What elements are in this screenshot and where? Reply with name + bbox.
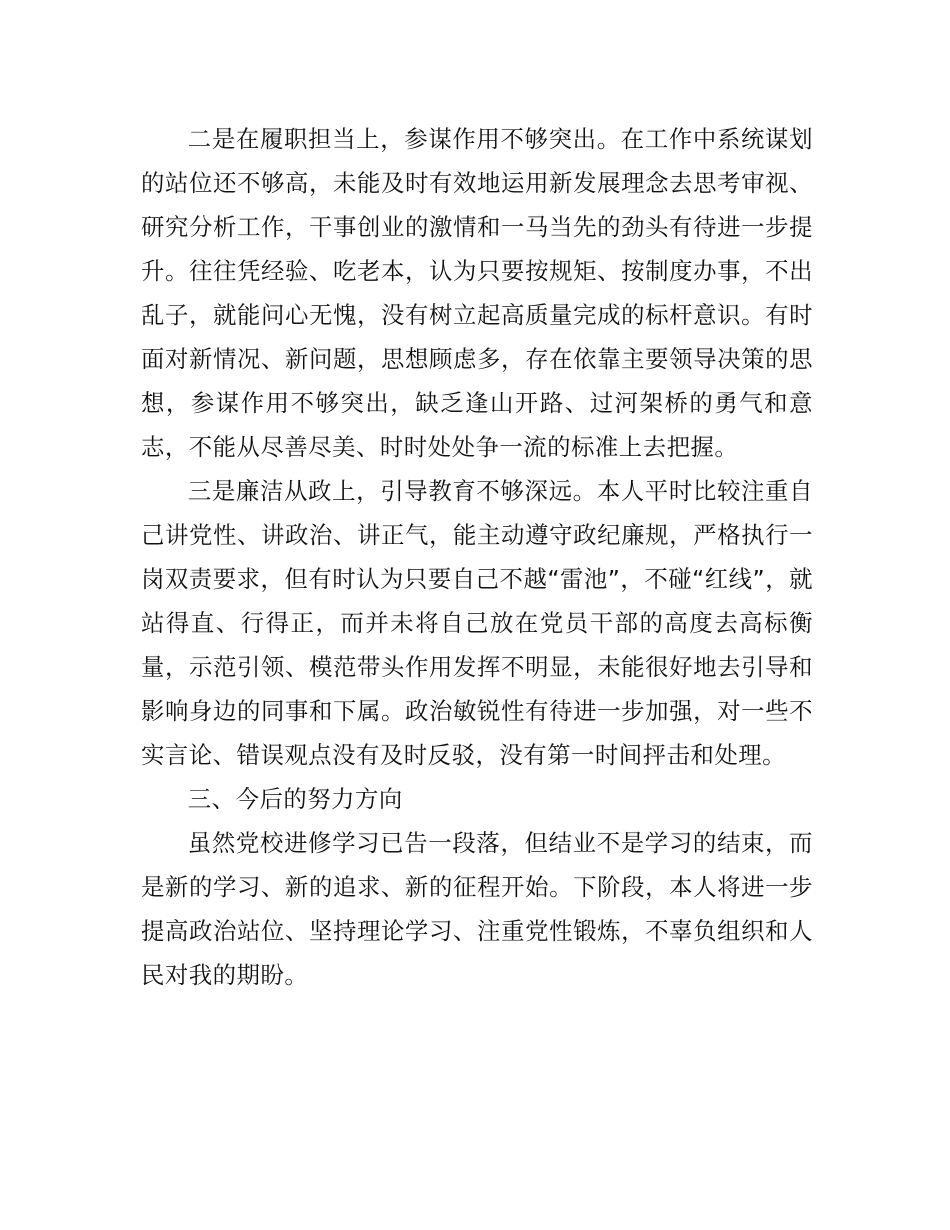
paragraph-closing: 虽然党校进修学习已告一段落，但结业不是学习的结束，而是新的学习、新的追求、新的征程开始。下阶段，本人将进一步提高政治站位、坚持理论学习、注重党性锻炼，不辜负组织和人民对我的期盼。 bbox=[141, 829, 813, 989]
document-body bbox=[141, 117, 813, 997]
section-heading: 三、今后的努力方向 bbox=[187, 785, 403, 813]
paragraph-integrity: 三是廉洁从政上，引导教育不够深远。本人平时比较注重自己讲党性、讲政治、讲正气，能主动遵守政纪廉规，严格执行一岗双责要求，但有时认为只要自己不越“雷池”，不碰“红线”，就站得直、行得正，而并未将自己放在党员干部的高度去高标衡量，示范引领、模范带头作用发挥不明显，未能很好地去引导和影响身边的同事和下属。政治敏锐性有待进一步加强，对一些不实言论、错误观点没有及时反驳，没有第一时间抨击和处理。 bbox=[141, 477, 813, 769]
paragraph-duty-performance: 二是在履职担当上，参谋作用不够突出。在工作中系统谋划的站位还不够高，未能及时有效地运用新发展理念去思考审视、研究分析工作，干事创业的激情和一马当先的劲头有待进一步提升。往往凭经验、吃老本，认为只要按规矩、按制度办事，不出乱子，就能问心无愧，没有树立起高质量完成的标杆意识。有时面对新情况、新问题，思想顾虑多，存在依靠主要领导决策的思想，参谋作用不够突出，缺乏逢山开路、过河架桥的勇气和意志，不能从尽善尽美、时时处处争一流的标准上去把握。 bbox=[141, 125, 813, 461]
